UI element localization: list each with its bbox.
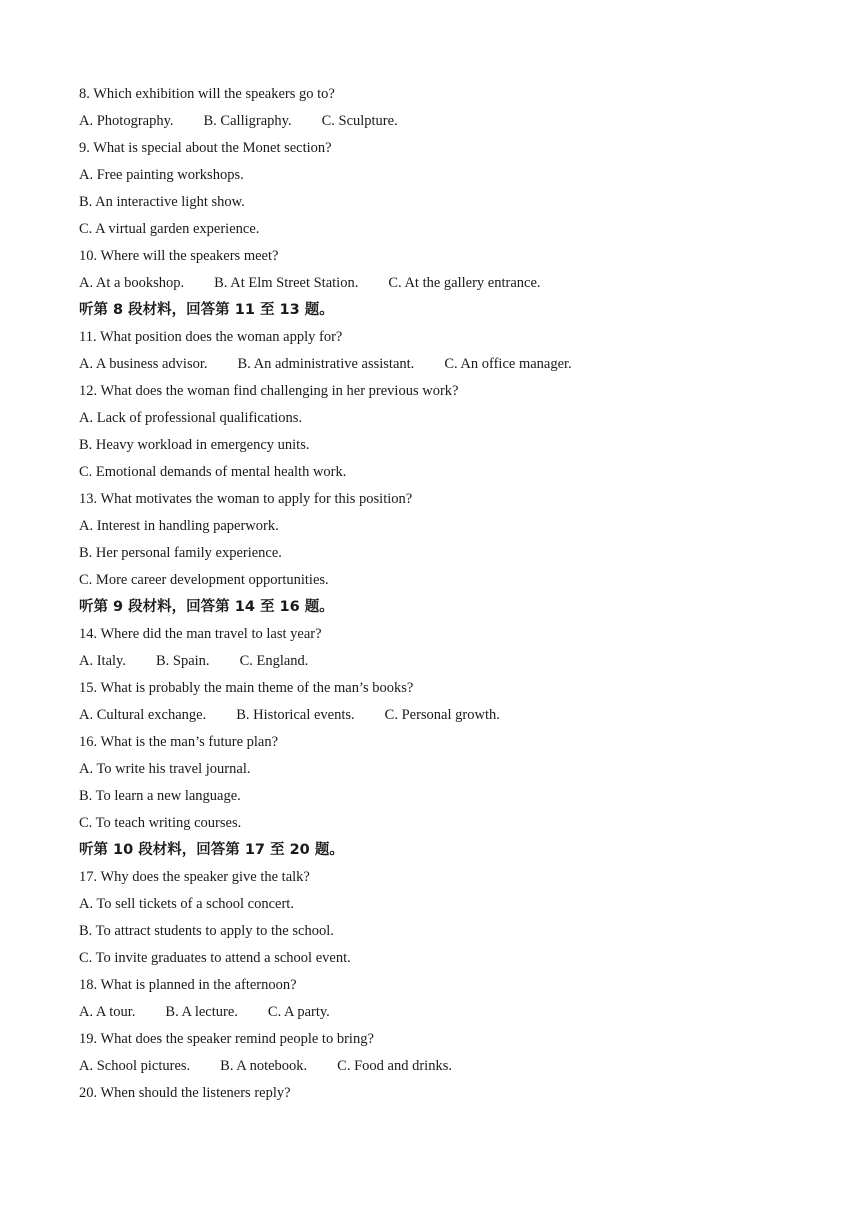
answer-option: B. A notebook. [220, 1058, 308, 1074]
answer-option: B. At Elm Street Station. [214, 275, 359, 291]
answer-option: C. Personal growth. [384, 707, 500, 723]
answer-option: B. Her personal family experience. [79, 545, 282, 561]
answer-option: A. A business advisor. [79, 356, 208, 372]
question-text: 10. Where will the speakers meet? [79, 248, 279, 264]
answer-option: B. A lecture. [165, 1004, 238, 1020]
answer-option: B. Heavy workload in emergency units. [79, 437, 310, 453]
section-heading: 听第 10 段材料，回答第 17 至 20 题。 [79, 842, 344, 858]
answer-option: B. An interactive light show. [79, 194, 245, 210]
question-text: 18. What is planned in the afternoon? [79, 977, 297, 993]
answer-options-row [79, 650, 839, 677]
answer-option: C. A virtual garden experience. [79, 221, 260, 237]
answer-options-row [79, 272, 839, 299]
answer-option: B. To attract students to apply to the school. [79, 923, 334, 939]
answer-options-row [79, 1001, 839, 1028]
question-text: 8. Which exhibition will the speakers go to? [79, 86, 335, 102]
section-heading: 听第 9 段材料，回答第 14 至 16 题。 [79, 599, 334, 615]
answer-option: C. To invite graduates to attend a school event. [79, 950, 351, 966]
answer-options-row [79, 110, 839, 137]
answer-option: B. Calligraphy. [203, 113, 292, 129]
answer-option: B. Spain. [155, 653, 210, 669]
answer-option: A. To sell tickets of a school concert. [79, 896, 294, 912]
answer-option: C. Food and drinks. [337, 1058, 452, 1074]
answer-option: A. Free painting workshops. [79, 167, 244, 183]
question-text: 13. What motivates the woman to apply for this position? [79, 491, 413, 507]
answer-option: A. School pictures. [79, 1058, 191, 1074]
exam-page [79, 83, 839, 1109]
answer-option: B. Historical events. [236, 707, 355, 723]
answer-option: A. Interest in handling paperwork. [79, 518, 279, 534]
answer-option: C. To teach writing courses. [79, 815, 242, 831]
question-text: 17. Why does the speaker give the talk? [79, 869, 310, 885]
answer-option: C. Sculpture. [321, 113, 398, 129]
answer-option: A. Italy. [79, 653, 126, 669]
question-text: 15. What is probably the main theme of the man’s books? [79, 680, 414, 696]
answer-option: B. An administrative assistant. [237, 356, 415, 372]
section-heading: 听第 8 段材料，回答第 11 至 13 题。 [79, 302, 334, 318]
answer-option: A. Cultural exchange. [79, 707, 207, 723]
question-text: 16. What is the man’s future plan? [79, 734, 279, 750]
question-text: 20. When should the listeners reply? [79, 1085, 291, 1101]
answer-option: A. At a bookshop. [79, 275, 185, 291]
question-text: 19. What does the speaker remind people to bring? [79, 1031, 374, 1047]
question-text: 11. What position does the woman apply for? [79, 329, 343, 345]
question-text: 14. Where did the man travel to last year? [79, 626, 322, 642]
question-text: 9. What is special about the Monet section? [79, 140, 332, 156]
answer-options-row [79, 1055, 839, 1082]
answer-option: C. At the gallery entrance. [388, 275, 541, 291]
answer-options-row [79, 704, 839, 731]
answer-options-row [79, 353, 839, 380]
answer-option: C. More career development opportunities. [79, 572, 329, 588]
answer-option: B. To learn a new language. [79, 788, 241, 804]
answer-option: A. Lack of professional qualifications. [79, 410, 303, 426]
answer-option: C. Emotional demands of mental health work. [79, 464, 347, 480]
answer-option: A. A tour. [79, 1004, 136, 1020]
answer-option: C. A party. [267, 1004, 330, 1020]
answer-option: C. England. [239, 653, 309, 669]
question-text: 12. What does the woman find challenging in her previous work? [79, 383, 459, 399]
answer-option: C. An office manager. [444, 356, 572, 372]
answer-option: A. Photography. [79, 113, 174, 129]
answer-option: A. To write his travel journal. [79, 761, 251, 777]
